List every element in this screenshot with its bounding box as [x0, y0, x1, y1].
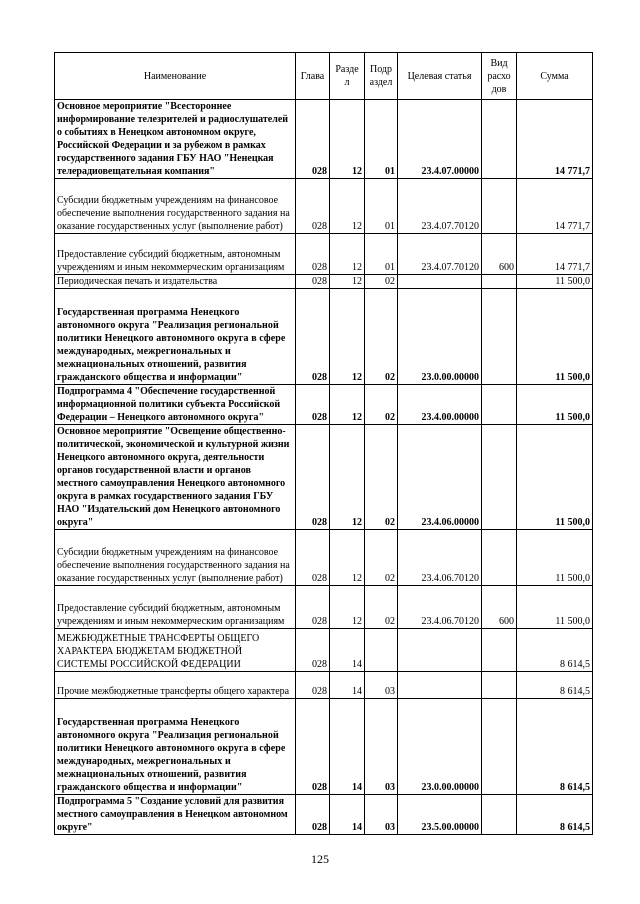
row-summa: 8 614,5	[517, 795, 593, 835]
row-vid	[482, 385, 517, 425]
row-name: Предоставление субсидий бюджетным, автономным учреждениям и иным некоммерческим организациям	[55, 586, 296, 629]
row-razdel: 12	[330, 289, 365, 385]
row-podrazdel: 02	[365, 425, 398, 530]
row-summa: 11 500,0	[517, 385, 593, 425]
row-celevaya	[398, 629, 482, 672]
row-podrazdel: 03	[365, 795, 398, 835]
table-row	[55, 100, 593, 179]
row-glava: 028	[296, 425, 330, 530]
row-podrazdel: 03	[365, 699, 398, 795]
row-razdel: 12	[330, 530, 365, 586]
row-podrazdel: 02	[365, 530, 398, 586]
row-celevaya: 23.4.06.70120	[398, 530, 482, 586]
row-summa: 11 500,0	[517, 530, 593, 586]
row-celevaya: 23.4.06.00000	[398, 425, 482, 530]
row-glava: 028	[296, 275, 330, 289]
row-vid	[482, 275, 517, 289]
row-podrazdel: 01	[365, 100, 398, 179]
row-celevaya: 23.4.07.70120	[398, 179, 482, 234]
row-podrazdel: 01	[365, 179, 398, 234]
table-row	[55, 795, 593, 835]
row-name: Государственная программа Ненецкого автономного округа "Реализация региональной политики Ненецкого автономного округа в сфере международных, межрегиональных и межнациональных отношений, развития гражданского общества и информации"	[55, 699, 296, 795]
row-vid	[482, 179, 517, 234]
row-podrazdel: 01	[365, 234, 398, 275]
table-row	[55, 234, 593, 275]
table-row	[55, 179, 593, 234]
row-razdel: 12	[330, 275, 365, 289]
row-name: Подпрограмма 5 "Создание условий для развития местного самоуправления в Ненецком автономном округе"	[55, 795, 296, 835]
header-summa: Сумма	[517, 53, 593, 100]
row-vid: 600	[482, 234, 517, 275]
row-name: Предоставление субсидий бюджетным, автономным учреждениям и иным некоммерческим организациям	[55, 234, 296, 275]
row-celevaya: 23.5.00.00000	[398, 795, 482, 835]
header-razdel: Разде л	[330, 53, 365, 100]
row-glava: 028	[296, 179, 330, 234]
row-vid	[482, 672, 517, 699]
row-vid: 600	[482, 586, 517, 629]
row-podrazdel: 02	[365, 275, 398, 289]
row-glava: 028	[296, 234, 330, 275]
row-podrazdel: 02	[365, 385, 398, 425]
row-name: Периодическая печать и издательства	[55, 275, 296, 289]
row-glava: 028	[296, 629, 330, 672]
table-row	[55, 672, 593, 699]
row-glava: 028	[296, 100, 330, 179]
row-glava: 028	[296, 795, 330, 835]
table-row	[55, 425, 593, 530]
row-razdel: 14	[330, 672, 365, 699]
row-celevaya: 23.4.07.70120	[398, 234, 482, 275]
row-vid	[482, 530, 517, 586]
row-razdel: 14	[330, 629, 365, 672]
row-podrazdel: 02	[365, 289, 398, 385]
row-podrazdel: 03	[365, 672, 398, 699]
row-podrazdel: 02	[365, 586, 398, 629]
row-summa: 14 771,7	[517, 234, 593, 275]
row-razdel: 14	[330, 795, 365, 835]
row-glava: 028	[296, 385, 330, 425]
row-glava: 028	[296, 289, 330, 385]
table-row	[55, 385, 593, 425]
header-vid: Вид расхо дов	[482, 53, 517, 100]
row-celevaya: 23.4.00.00000	[398, 385, 482, 425]
page-number: 125	[311, 852, 329, 866]
row-celevaya: 23.0.00.00000	[398, 289, 482, 385]
table-row	[55, 629, 593, 672]
row-celevaya: 23.0.00.00000	[398, 699, 482, 795]
row-glava: 028	[296, 699, 330, 795]
row-name: Основное мероприятие "Всестороннее информирование телезрителей и радиослушателей о событиях в Ненецком автономном округе, Российской Федерации и за рубежом в рамках государственного задания ГБУ НАО "Ненецкая телерадиовещательная компания"	[55, 100, 296, 179]
header-glava: Глава	[296, 53, 330, 100]
table-row	[55, 275, 593, 289]
row-razdel: 12	[330, 100, 365, 179]
row-razdel: 12	[330, 425, 365, 530]
table-header-row	[55, 53, 593, 100]
row-summa: 14 771,7	[517, 179, 593, 234]
row-razdel: 12	[330, 586, 365, 629]
header-podrazdel: Подр аздел	[365, 53, 398, 100]
row-podrazdel	[365, 629, 398, 672]
row-razdel: 12	[330, 385, 365, 425]
row-razdel: 12	[330, 179, 365, 234]
row-name: Субсидии бюджетным учреждениям на финансовое обеспечение выполнения государственного задания на оказание государственных услуг (выполнение работ)	[55, 530, 296, 586]
row-summa: 8 614,5	[517, 629, 593, 672]
row-glava: 028	[296, 530, 330, 586]
row-vid	[482, 629, 517, 672]
row-name: Основное мероприятие "Освещение общественно-политической, экономической и культурной жизни Ненецкого автономного округа, деятельности органов государственной власти и органов местного самоуправления Ненецкого автономного округа в рамках государственного задания ГБУ НАО "Издательский дом Ненецкого автономного округа"	[55, 425, 296, 530]
row-summa: 11 500,0	[517, 586, 593, 629]
row-summa: 11 500,0	[517, 275, 593, 289]
table-row	[55, 586, 593, 629]
row-name: Подпрограмма 4 "Обеспечение государственной информационной политики субъекта Российской Федерации – Ненецкого автономного округа"	[55, 385, 296, 425]
table-row	[55, 289, 593, 385]
row-celevaya: 23.4.07.00000	[398, 100, 482, 179]
row-vid	[482, 795, 517, 835]
row-summa: 11 500,0	[517, 425, 593, 530]
header-celevaya: Целевая статья	[398, 53, 482, 100]
row-celevaya	[398, 275, 482, 289]
budget-table	[54, 52, 593, 835]
row-celevaya: 23.4.06.70120	[398, 586, 482, 629]
row-glava: 028	[296, 586, 330, 629]
row-name: Субсидии бюджетным учреждениям на финансовое обеспечение выполнения государственного задания на оказание государственных услуг (выполнение работ)	[55, 179, 296, 234]
row-vid	[482, 699, 517, 795]
row-vid	[482, 100, 517, 179]
row-glava: 028	[296, 672, 330, 699]
header-name: Наименование	[55, 53, 296, 100]
row-summa: 8 614,5	[517, 699, 593, 795]
row-vid	[482, 289, 517, 385]
row-razdel: 12	[330, 234, 365, 275]
row-celevaya	[398, 672, 482, 699]
row-name: Прочие межбюджетные трансферты общего характера	[55, 672, 296, 699]
table-row	[55, 530, 593, 586]
row-razdel: 14	[330, 699, 365, 795]
row-vid	[482, 425, 517, 530]
row-summa: 11 500,0	[517, 289, 593, 385]
row-summa: 8 614,5	[517, 672, 593, 699]
row-name: Государственная программа Ненецкого автономного округа "Реализация региональной политики Ненецкого автономного округа в сфере международных, межрегиональных и межнациональных отношений, развития гражданского общества и информации"	[55, 289, 296, 385]
table-row	[55, 699, 593, 795]
row-summa: 14 771,7	[517, 100, 593, 179]
row-name: МЕЖБЮДЖЕТНЫЕ ТРАНСФЕРТЫ ОБЩЕГО ХАРАКТЕРА БЮДЖЕТАМ БЮДЖЕТНОЙ СИСТЕМЫ РОССИЙСКОЙ ФЕДЕРАЦИИ	[55, 629, 296, 672]
